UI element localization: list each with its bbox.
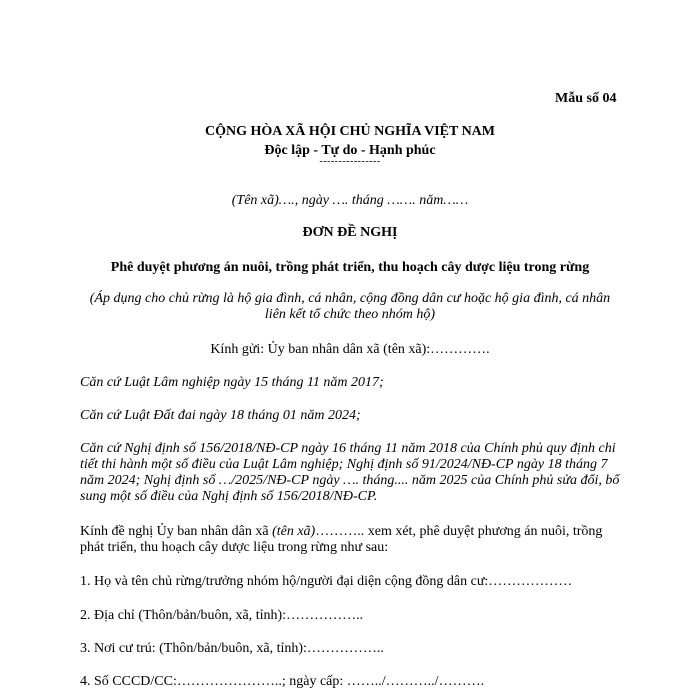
document-subtitle: Phê duyệt phương án nuôi, trồng phát triển, thu hoạch cây dược liệu trong rừng [110, 260, 590, 275]
form-number: Mẫu số 04 [555, 91, 617, 106]
request-paragraph [80, 524, 620, 556]
legal-basis-forestry-law: Căn cứ Luật Lâm nghiệp ngày 15 tháng 11 năm 2017; [80, 375, 384, 390]
recipient: Kính gửi: Ủy ban nhân dân xã (tên xã):…………. [210, 342, 490, 357]
legal-basis-land-law: Căn cứ Luật Đất đai ngày 18 tháng 01 năm 2024; [80, 408, 361, 423]
field-address: 2. Địa chỉ (Thôn/bản/buôn, xã, tỉnh):…………….. [80, 608, 364, 623]
header-separator: ---------------- [319, 156, 381, 167]
motto: Độc lập - Tự do - Hạnh phúc [264, 143, 436, 158]
request-commune-name: (tên xã) [272, 524, 316, 539]
document-title: ĐƠN ĐỀ NGHỊ [302, 225, 398, 240]
legal-basis-decrees: Căn cứ Nghị định số 156/2018/NĐ-CP ngày 16 tháng 11 năm 2018 của Chính phủ quy định chi tiết thi hành một số điều của Luật Lâm nghiệp; Nghị định số 91/2024/NĐ-CP ngày 18 tháng 7 năm 2024; Nghị định số …/2025/NĐ-CP ngày …. tháng.... năm 2025 của Chính phủ sửa đổi, bổ sung một số điều của Nghị định số 156/2018/NĐ-CP. [80, 441, 620, 504]
applicability-note: (Áp dụng cho chủ rừng là hộ gia đình, cá nhân, cộng đồng dân cư hoặc hộ gia đình, cá nhân liên kết tổ chức theo nhóm hộ) [89, 291, 611, 322]
request-text-after: ……….. xem xét, phê duyệt phương án nuôi, trồng phát triển, thu hoạch cây dược liệu trong rừng như sau: [80, 524, 603, 555]
field-residence: 3. Nơi cư trú: (Thôn/bản/buôn, xã, tỉnh):…………….. [80, 641, 384, 656]
request-text-before: Kính đề nghị Ủy ban nhân dân xã [80, 524, 273, 539]
country-header: CỘNG HÒA XÃ HỘI CHỦ NGHĨA VIỆT NAM [204, 124, 495, 139]
field-owner-name: 1. Họ và tên chủ rừng/trưởng nhóm hộ/người đại diện cộng đồng dân cư:……………… [80, 574, 573, 589]
field-id-card: 4. Số CCCD/CC:…………………..; ngày cấp: ……../………../………. [80, 674, 485, 689]
place-date: (Tên xã)…., ngày …. tháng ……. năm…… [231, 193, 469, 208]
